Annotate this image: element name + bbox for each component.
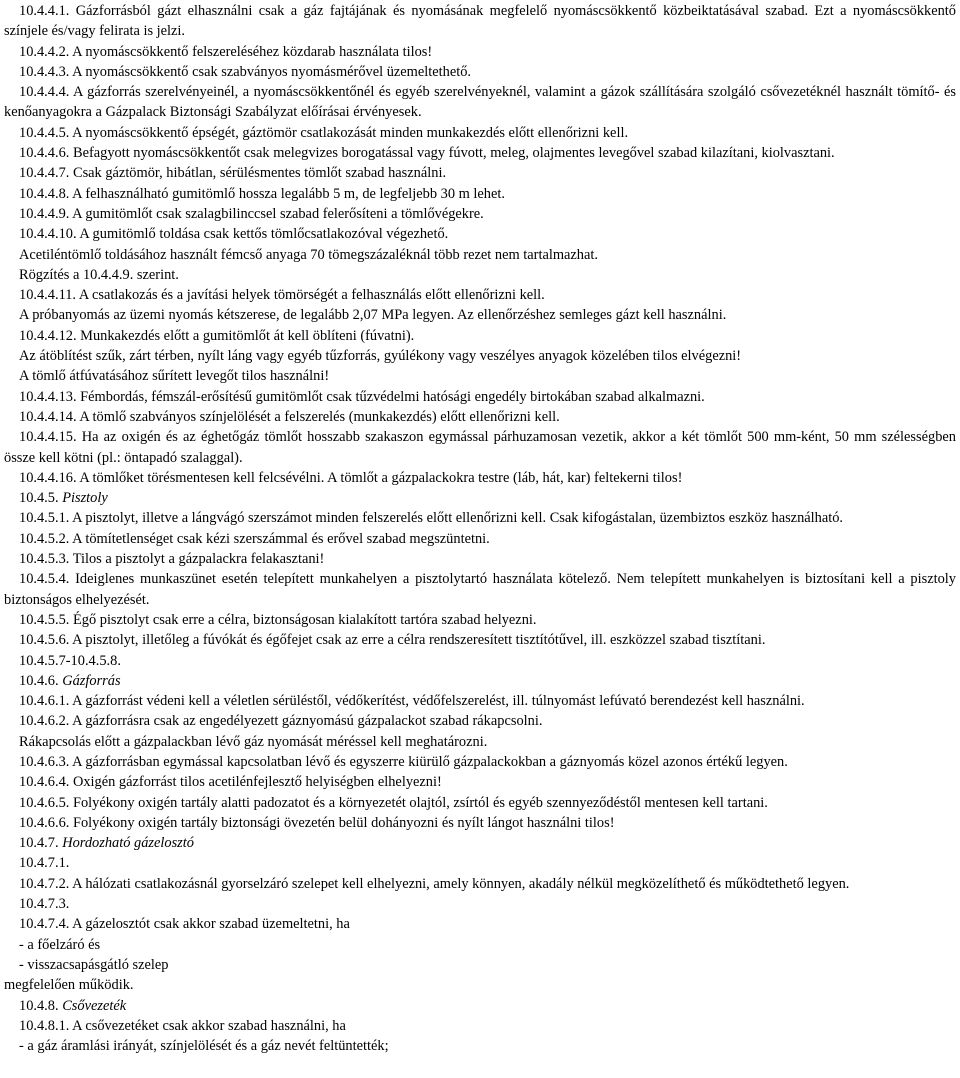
paragraph: 10.4.6.1. A gázforrást védeni kell a véletlen sérüléstől, védőkerítést, védőfelszerelést, ill. túlnyomást lefúvató berendezést kell használni. bbox=[19, 693, 805, 710]
paragraph: 10.4.7.2. A hálózati csatlakozásnál gyorselzáró szelepet kell elhelyezni, amely könnyen, akadály nélkül megközelíthető és működtethető legyen. bbox=[19, 875, 850, 892]
paragraph: Rákapcsolás előtt a gázpalackban lévő gáz nyomását méréssel kell meghatározni. bbox=[19, 733, 488, 750]
paragraph: 10.4.5.3. Tilos a pisztolyt a gázpalackra felakasztani! bbox=[19, 551, 325, 568]
paragraph: A tömlő átfúvatásához sűrített levegőt tilos használni! bbox=[19, 368, 330, 385]
paragraph: 10.4.4.1. Gázforrásból gázt elhasználni csak a gáz fajtájának és nyomásának megfelelő nyomáscsökkentő közbeiktatásával szabad. Ezt a nyomáscsökkentő színjele és/vagy felirata is jelzi. bbox=[4, 3, 956, 40]
paragraph: 10.4.7.1. bbox=[19, 855, 70, 872]
paragraph: 10.4.7.4. A gázelosztót csak akkor szabad üzemeltetni, ha bbox=[19, 916, 350, 933]
paragraph: A próbanyomás az üzemi nyomás kétszerese, de legalább 2,07 MPa legyen. Az ellenőrzéshez semleges gázt kell használni. bbox=[19, 307, 727, 324]
paragraph: 10.4.5.1. A pisztolyt, illetve a lángvágó szerszámot minden felszerelés előtt ellenőrizni kell. Csak kifogástalan, üzembiztos eszköz használható. bbox=[19, 510, 844, 527]
list-item: - a főelzáró és bbox=[19, 936, 101, 953]
paragraph: 10.4.4.15. Ha az oxigén és az éghetőgáz tömlőt hosszabb szakaszon egymással párhuzamosan vezetik, akkor a két tömlőt 500 mm-ként, 50 mm szélességben össze kell kötni (pl.: öntapadó szalaggal). bbox=[4, 429, 956, 466]
paragraph: 10.4.6.6. Folyékony oxigén tartály biztonsági övezetén belül dohányozni és nyílt lángot használni tilos! bbox=[19, 814, 615, 831]
paragraph: 10.4.5.4. Ideiglenes munkaszünet esetén telepített munkahelyen a pisztolytartó használata kötelező. Nem telepített munkahelyen is biztosítani kell a pisztoly biztonságos elhelyezését. bbox=[4, 571, 956, 608]
section-title: Pisztoly bbox=[62, 490, 108, 507]
paragraph: 10.4.4.16. A tömlőket törésmentesen kell felcsévélni. A tömlőt a gázpalackokra testre (láb, hát, kar) feltekerni tilos! bbox=[19, 469, 683, 486]
paragraph: 10.4.4.8. A felhasználható gumitömlő hossza legalább 5 m, de legfeljebb 30 m lehet. bbox=[19, 185, 505, 202]
list-item: - visszacsapásgátló szelep bbox=[19, 956, 169, 973]
paragraph: 10.4.5.5. Égő pisztolyt csak erre a célra, biztonságosan kialakított tartóra szabad helyezni. bbox=[19, 611, 537, 628]
paragraph: 10.4.4.5. A nyomáscsökkentő épségét, gáztömör csatlakozását minden munkakezdés előtt ellenőrizni kell. bbox=[19, 124, 629, 141]
paragraph: 10.4.8.1. A csővezetéket csak akkor szabad használni, ha bbox=[19, 1017, 346, 1034]
paragraph: 10.4.6.2. A gázforrásra csak az engedélyezett gáznyomású gázpalackot szabad rákapcsolni. bbox=[19, 713, 543, 730]
paragraph: Az átöblítést szűk, zárt térben, nyílt láng vagy egyéb tűzforrás, gyúlékony vagy veszélyes anyagok közelében tilos elvégezni! bbox=[19, 348, 742, 365]
paragraph: 10.4.4.3. A nyomáscsökkentő csak szabványos nyomásmérővel üzemeltethető. bbox=[19, 63, 472, 80]
section-title: Csővezeték bbox=[62, 997, 127, 1014]
paragraph: 10.4.6.3. A gázforrásban egymással kapcsolatban lévő és egyszerre kiürülő gázpalackokban a gáznyomás közel azonos értékű legyen. bbox=[19, 753, 788, 770]
section-title: Gázforrás bbox=[62, 672, 121, 689]
paragraph: 10.4.4.11. A csatlakozás és a javítási helyek tömörségét a felhasználás előtt ellenőrizni kell. bbox=[19, 287, 545, 304]
paragraph: 10.4.4.10. A gumitömlő toldása csak kettős tömlőcsatlakozóval végezhető. bbox=[19, 226, 449, 243]
paragraph: 10.4.5.7-10.4.5.8. bbox=[19, 652, 121, 669]
list-item: - a gáz áramlási irányát, színjelölését és a gáz nevét feltüntették; bbox=[19, 1038, 389, 1055]
section-heading bbox=[4, 833, 956, 853]
paragraph: 10.4.5.6. A pisztolyt, illetőleg a fúvókát és égőfejet csak az erre a célra rendszeresített tisztítótűvel, ill. eszközzel szabad tisztítani. bbox=[19, 632, 766, 649]
section-number: 10.4.6. bbox=[19, 672, 59, 689]
section-heading bbox=[4, 996, 956, 1016]
paragraph: 10.4.4.9. A gumitömlőt csak szalagbilinccsel szabad felerősíteni a tömlővégekre. bbox=[19, 205, 484, 222]
paragraph: 10.4.5.2. A tömítetlenséget csak kézi szerszámmal és erővel szabad megszüntetni. bbox=[19, 530, 490, 547]
section-title: Hordozható gázelosztó bbox=[62, 835, 194, 852]
paragraph: 10.4.6.5. Folyékony oxigén tartály alatti padozatot és a környezetét olajtól, zsírtól és egyéb szennyeződéstől mentesen kell tartani. bbox=[19, 794, 768, 811]
section-number: 10.4.5. bbox=[19, 490, 59, 507]
paragraph: 10.4.4.2. A nyomáscsökkentő felszereléséhez közdarab használata tilos! bbox=[19, 43, 433, 60]
paragraph: Acetiléntömlő toldásához használt fémcső anyaga 70 tömegszázaléknál több rezet nem tartalmazhat. bbox=[19, 246, 598, 263]
section-number: 10.4.7. bbox=[19, 835, 59, 852]
paragraph: 10.4.7.3. bbox=[19, 896, 70, 913]
paragraph: 10.4.4.14. A tömlő szabványos színjelölését a felszerelés (munkakezdés) előtt ellenőrizni kell. bbox=[19, 408, 560, 425]
section-heading bbox=[4, 671, 956, 691]
paragraph: 10.4.6.4. Oxigén gázforrást tilos acetilénfejlesztő helyiségben elhelyezni! bbox=[19, 774, 442, 791]
paragraph: 10.4.4.13. Fémbordás, fémszál-erősítésű gumitömlőt csak tűzvédelmi hatósági engedély birtokában szabad alkalmazni. bbox=[19, 388, 705, 405]
paragraph: 10.4.4.12. Munkakezdés előtt a gumitömlőt át kell öblíteni (fúvatni). bbox=[19, 327, 415, 344]
paragraph: 10.4.4.7. Csak gáztömör, hibátlan, sérülésmentes tömlőt szabad használni. bbox=[19, 165, 447, 182]
paragraph: Rögzítés a 10.4.4.9. szerint. bbox=[19, 266, 179, 283]
section-heading bbox=[4, 488, 956, 508]
paragraph: megfelelően működik. bbox=[4, 977, 134, 994]
section-number: 10.4.8. bbox=[19, 997, 59, 1014]
paragraph: 10.4.4.4. A gázforrás szerelvényeinél, a nyomáscsökkentőnél és egyéb szerelvényeknél, valamint a gázok szállítására szolgáló csővezetéknél használt tömítő- és kenőanyagokra a Gázpalack Biztonsági Szabályzat előírásai érvényesek. bbox=[4, 84, 956, 121]
paragraph: 10.4.4.6. Befagyott nyomáscsökkentőt csak melegvizes borogatással vagy fúvott, meleg, olajmentes levegővel szabad kilazítani, kiolvasztani. bbox=[19, 145, 835, 162]
